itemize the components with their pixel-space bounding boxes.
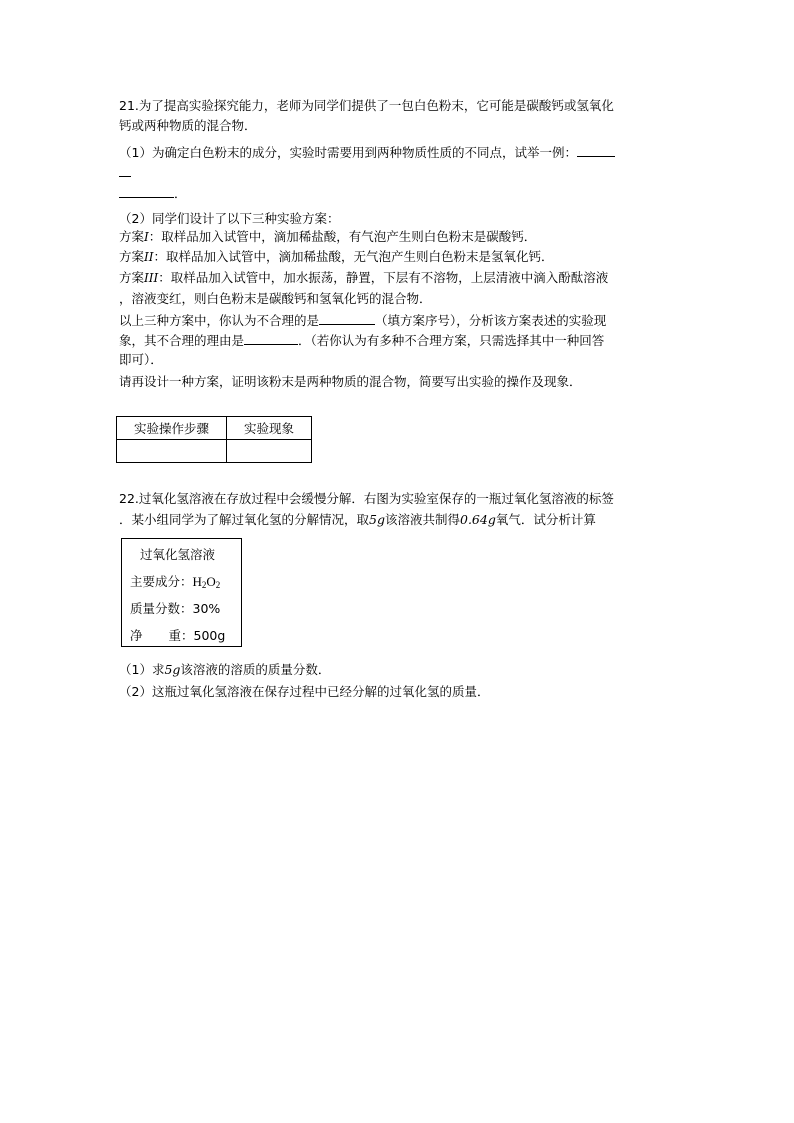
q21-design-task: 请再设计一种方案，证明该粉末是两种物质的混合物，简要写出实验的操作及现象． — [119, 374, 582, 389]
plan3-number: III — [144, 271, 159, 285]
formula-subscript: 2 — [215, 580, 221, 590]
q22-sub1-b: 该溶液的溶质的质量分数． — [180, 662, 331, 677]
q21-analysis-line2 — [119, 331, 604, 350]
label-weight-a: 净 — [130, 628, 143, 643]
answer-blank[interactable] — [119, 163, 131, 177]
reagent-label — [121, 538, 242, 647]
plan1-number: I — [144, 230, 149, 244]
q22-sub1-a: （1）求 — [119, 662, 165, 677]
q22-line2-c: 氧气．试分析计算 — [495, 512, 596, 527]
answer-blank[interactable] — [319, 311, 375, 325]
plan-prefix: 方案 — [119, 229, 145, 244]
label-title: 过氧化氢溶液 — [140, 547, 216, 562]
plan-prefix: 方案 — [119, 270, 145, 285]
answer-blank[interactable] — [119, 184, 174, 198]
formula-subscript: 2 — [201, 580, 207, 590]
q21-analysis-line3: 即可）． — [119, 352, 163, 367]
q21-intro-line2: 钙或两种物质的混合物． — [119, 118, 257, 133]
q21-part1-end: ． — [174, 186, 187, 201]
formula-o: O — [206, 574, 216, 589]
answer-blank[interactable] — [244, 331, 298, 345]
label-weight — [130, 626, 225, 644]
q22-sub1 — [119, 661, 330, 679]
sample-mass: 5 — [369, 512, 377, 527]
q22-sub2: （2）这瓶过氧化氢溶液在保存过程中已经分解的过氧化氢的质量． — [119, 684, 490, 699]
sample-mass: 5 — [164, 662, 173, 677]
q21-plan3 — [119, 269, 608, 287]
table-row — [117, 440, 312, 463]
q22-line1: 22.过氧化氢溶液在存放过程中会缓慢分解．右图为实验室保存的一瓶过氧化氢溶液的标签 — [119, 491, 614, 506]
label-component-text: 主要成分： — [130, 574, 193, 589]
plan1-text: ：取样品加入试管中，滴加稀盐酸，有气泡产生则白色粉末是碳酸钙． — [148, 229, 537, 244]
q21-part1-blank-cont — [119, 163, 131, 182]
table-header-cell: 实验现象 — [227, 417, 312, 440]
table-cell[interactable] — [117, 440, 227, 463]
q21-part1 — [119, 143, 615, 162]
label-component — [130, 572, 220, 590]
unit-g: g — [376, 512, 385, 527]
label-fraction: 质量分数：30% — [130, 601, 221, 616]
q21-plan2 — [119, 248, 554, 266]
table-header-row — [117, 417, 312, 440]
q21-part2-title: （2）同学们设计了以下三种实验方案： — [119, 211, 340, 226]
plan3-text: ：取样品加入试管中，加水振荡，静置，下层有不溶物，上层清液中滴入酚酞溶液 — [158, 270, 609, 285]
plan-prefix: 方案 — [119, 249, 145, 264]
q21-part1-blank-line — [119, 184, 187, 203]
formula-h: H — [192, 574, 202, 589]
oxygen-mass: 0.64 — [460, 512, 488, 527]
q22-line2-a: ．某小组同学为了解过氧化氢的分解情况，取 — [119, 512, 370, 527]
q21-plan1 — [119, 228, 536, 246]
table-header-cell: 实验操作步骤 — [117, 417, 227, 440]
label-weight-b: 重：500g — [168, 628, 226, 643]
analysis-d: ．（若你认为有多种不合理方案，只需选择其中一种回答 — [298, 333, 605, 348]
plan2-text: ：取样品加入试管中，滴加稀盐酸，无气泡产生则白色粉末是氢氧化钙． — [153, 249, 554, 264]
chemical-formula — [193, 574, 221, 589]
analysis-a: 以上三种方案中，你认为不合理的是 — [119, 313, 320, 328]
analysis-c: 象，其不合理的理由是 — [119, 333, 245, 348]
table-cell[interactable] — [227, 440, 312, 463]
q21-part1-text: （1）为确定白色粉末的成分，实验时需要用到两种物质性质的不同点，试举一例： — [119, 145, 577, 160]
experiment-table — [116, 416, 312, 463]
q21-analysis-line1 — [119, 311, 606, 330]
answer-blank[interactable] — [577, 143, 615, 157]
unit-g: g — [172, 662, 181, 677]
analysis-b: （填方案序号），分析该方案表述的实验现 — [375, 313, 607, 328]
q21-intro-line1: 21.为了提高实验探究能力，老师为同学们提供了一包白色粉末，它可能是碳酸钙或氢氧化 — [119, 98, 614, 113]
q21-plan3-cont: ，溶液变红，则白色粉末是碳酸钙和氢氧化钙的混合物． — [119, 291, 432, 306]
unit-g: g — [487, 512, 496, 527]
plan2-number: II — [144, 250, 154, 264]
q22-line2 — [119, 511, 596, 529]
q22-line2-b: 该溶液共制得 — [384, 512, 460, 527]
